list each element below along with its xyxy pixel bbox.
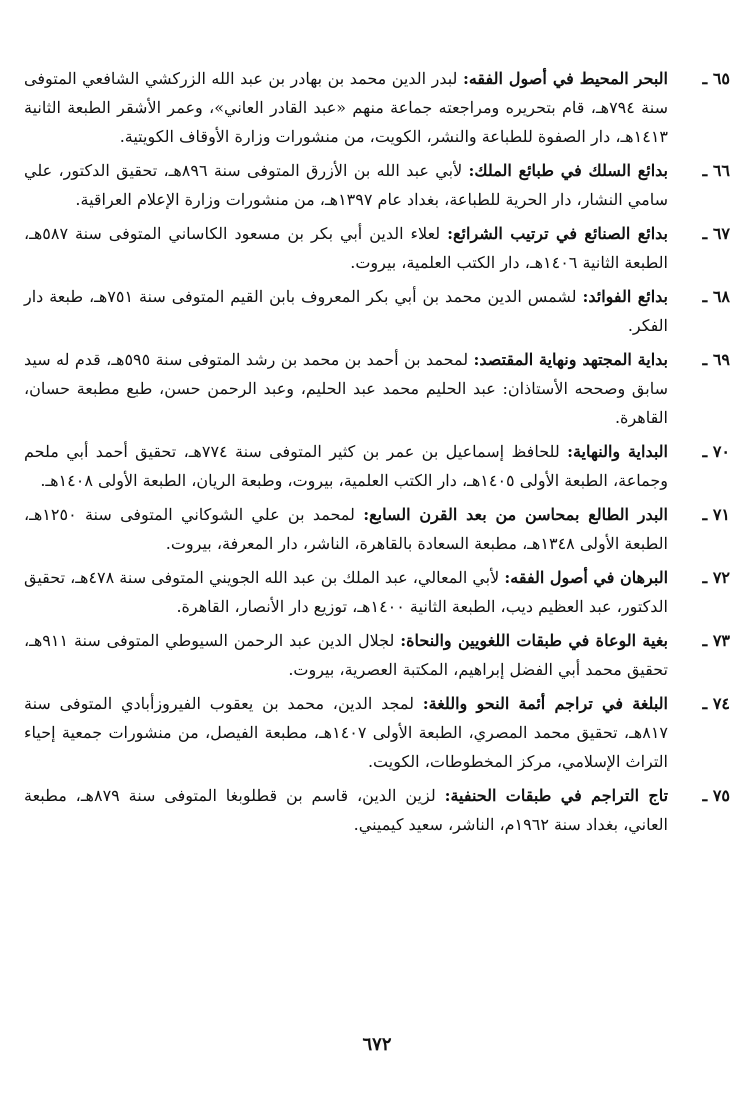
entry-number: ٦٥ ـ bbox=[702, 69, 730, 88]
entry-number: ٧٠ ـ bbox=[702, 442, 730, 461]
entry-title: بدائع السلك في طبائع الملك: bbox=[468, 161, 669, 180]
page-number: ٦٧٢ bbox=[362, 1034, 392, 1055]
entry-number: ٦٦ ـ bbox=[702, 161, 730, 180]
entry-body: لمحمد بن علي الشوكاني المتوفى سنة ١٢٥٠هـ، الطبعة الأولى ١٣٤٨هـ، مطبعة السعادة بالقاهرة، الناشر، دار المعرفة، بيروت. bbox=[24, 505, 668, 553]
entry-number: ٧٢ ـ bbox=[702, 568, 730, 587]
entry-text bbox=[24, 689, 668, 776]
entry-body: لزين الدين، قاسم بن قطلوبغا المتوفى سنة ٨٧٩هـ، مطبعة العاني، بغداد سنة ١٩٦٢م، الناشر، سعيد كيميني. bbox=[24, 786, 668, 834]
entry-number: ٧١ ـ bbox=[702, 505, 730, 524]
entry-number: ٧٥ ـ bbox=[702, 786, 730, 805]
entry-text bbox=[24, 563, 668, 621]
bibliography-entry bbox=[24, 156, 730, 214]
entry-title: بغية الوعاة في طبقات اللغويين والنحاة: bbox=[400, 631, 669, 650]
entry-title: البدر الطالع بمحاسن من بعد القرن السابع: bbox=[363, 505, 668, 524]
entry-number: ٦٧ ـ bbox=[702, 224, 730, 243]
bibliography-entry bbox=[24, 689, 730, 776]
entry-title: البلغة في تراجم أئمة النحو واللغة: bbox=[422, 694, 669, 713]
entry-title: البحر المحيط في أصول الفقه: bbox=[462, 69, 668, 88]
entry-title: بداية المجتهد ونهاية المقتصد: bbox=[473, 350, 668, 369]
entry-text bbox=[24, 500, 668, 558]
entry-body: لأبي المعالي، عبد الملك بن عبد الله الجويني المتوفى سنة ٤٧٨هـ، تحقيق الدكتور، عبد العظيم ديب، الطبعة الثانية ١٤٠٠هـ، توزيع دار الأنصار، القاهرة. bbox=[24, 568, 668, 616]
bibliography-entry bbox=[24, 437, 730, 495]
entry-number: ٦٩ ـ bbox=[702, 350, 730, 369]
bibliography-entry bbox=[24, 345, 730, 432]
entry-body: للحافظ إسماعيل بن عمر بن كثير المتوفى سنة ٧٧٤هـ، تحقيق أحمد أبي ملحم وجماعة، الطبعة الأولى ١٤٠٥هـ، دار الكتب العلمية، بيروت، وطبعة الريان، الطبعة الأولى ١٤٠٨هـ. bbox=[24, 442, 668, 490]
entry-text bbox=[24, 437, 668, 495]
entry-number: ٧٣ ـ bbox=[702, 631, 730, 650]
entry-body: لبدر الدين محمد بن بهادر بن عبد الله الزركشي الشافعي المتوفى سنة ٧٩٤هـ، قام بتحريره ومراجعته جماعة منهم «عبد القادر العاني»، وعمر الأشقر الطبعة الثانية ١٤١٣هـ، دار الصفوة للطباعة والنشر، الكويت، من منشورات وزارة الأوقاف الكويتية. bbox=[24, 69, 668, 146]
entry-body: لجلال الدين عبد الرحمن السيوطي المتوفى سنة ٩١١هـ، تحقيق محمد أبي الفضل إبراهيم، المكتبة العصرية، بيروت. bbox=[24, 631, 668, 679]
entry-text bbox=[24, 219, 668, 277]
entry-body: لعلاء الدين أبي بكر بن مسعود الكاساني المتوفى سنة ٥٨٧هـ، الطبعة الثانية ١٤٠٦هـ، دار الكتب العلمية، بيروت. bbox=[24, 224, 668, 272]
entry-text bbox=[24, 345, 668, 432]
bibliography-list bbox=[24, 64, 730, 844]
entry-title: البرهان في أصول الفقه: bbox=[504, 568, 669, 587]
entry-body: لمجد الدين، محمد بن يعقوب الفيروزأبادي المتوفى سنة ٨١٧هـ، تحقيق محمد المصري، الطبعة الأولى ١٤٠٧هـ، مطبعة الفيصل، من منشورات جمعية إحياء التراث الإسلامي، مركز المخطوطات، الكويت. bbox=[24, 694, 668, 771]
bibliography-entry bbox=[24, 626, 730, 684]
bibliography-entry bbox=[24, 219, 730, 277]
entry-text bbox=[24, 781, 668, 839]
entry-text bbox=[24, 156, 668, 214]
entry-body: لمحمد بن أحمد بن محمد بن رشد المتوفى سنة ٥٩٥هـ، قدم له سيد سابق وصححه الأستاذان: عبد الحليم محمد عبد الحليم، وعبد الرحمن حسن، طبع مطبعة حسان، القاهرة. bbox=[24, 350, 669, 427]
entry-title: البداية والنهاية: bbox=[567, 442, 668, 461]
entry-number: ٧٤ ـ bbox=[702, 694, 730, 713]
entry-title: بدائع الفوائد: bbox=[582, 287, 668, 306]
entry-title: تاج التراجم في طبقات الحنفية: bbox=[444, 786, 669, 805]
entry-text bbox=[24, 626, 668, 684]
entry-text bbox=[24, 64, 668, 151]
entry-title: بدائع الصنائع في ترتيب الشرائع: bbox=[447, 224, 669, 243]
bibliography-entry bbox=[24, 282, 730, 340]
bibliography-entry bbox=[24, 781, 730, 839]
entry-body: لأبي عبد الله بن الأزرق المتوفى سنة ٨٩٦هـ، تحقيق الدكتور، علي سامي النشار، دار الحرية للطباعة، بغداد عام ١٣٩٧هـ، من منشورات وزارة الإعلام العراقية. bbox=[24, 161, 668, 209]
entry-text bbox=[24, 282, 668, 340]
entry-number: ٦٨ ـ bbox=[702, 287, 730, 306]
bibliography-entry bbox=[24, 500, 730, 558]
bibliography-entry bbox=[24, 563, 730, 621]
bibliography-entry bbox=[24, 64, 730, 151]
entry-body: لشمس الدين محمد بن أبي بكر المعروف بابن القيم المتوفى سنة ٧٥١هـ، طبعة دار الفكر. bbox=[24, 287, 668, 335]
